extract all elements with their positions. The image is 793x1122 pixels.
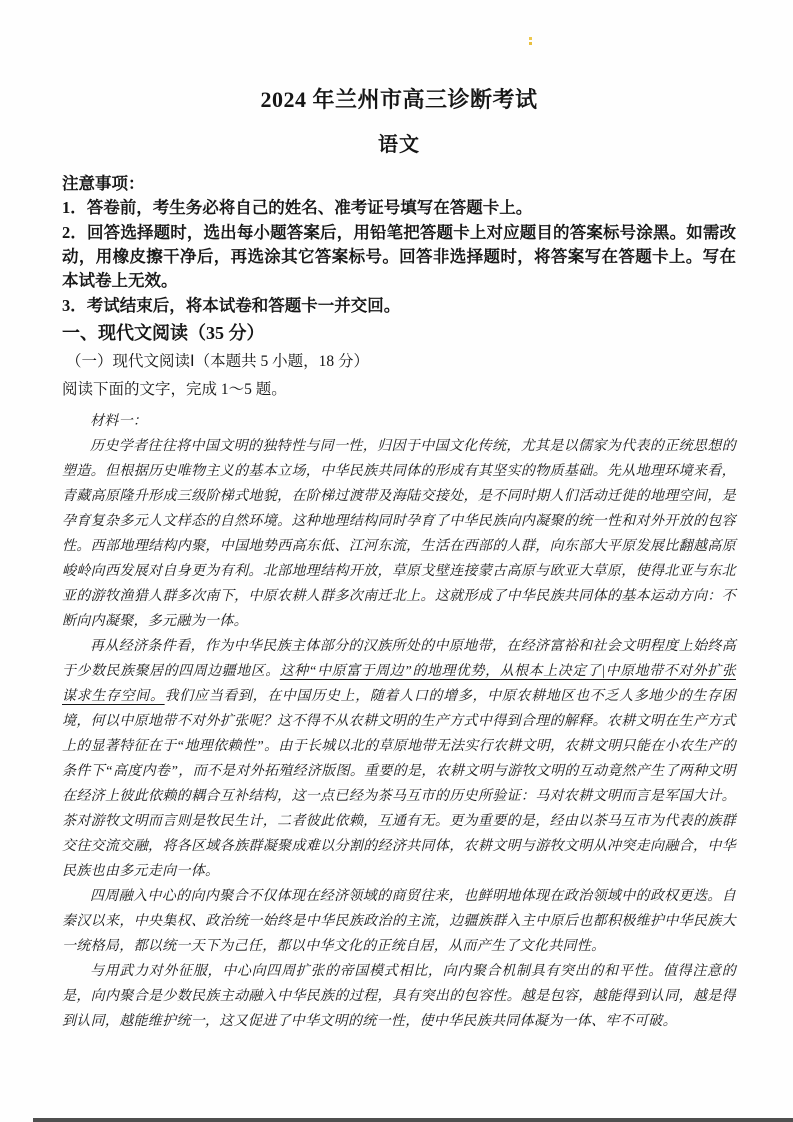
notice-item-1: 1．答卷前，考生务必将自己的姓名、准考证号填写在答题卡上。 [62,198,533,217]
notice-section [62,172,736,318]
scan-bottom-edge [33,1118,793,1122]
paragraph-2-pre-text: 再从经济条件看，作为中华民族主体部分的汉族所处的中原地带，在经济富裕和社会文明程度上始终高于少数民族聚居的四周边疆地区。 [62,639,736,679]
scan-artifact-mark [529,37,532,40]
material-paragraph-2 [62,634,736,884]
exam-subject: 语文 [378,134,420,156]
paragraph-2-post-text: 我们应当看到，在中国历史上，随着人口的增多，中原农耕地区也不乏人多地少的生存困境，何以中原地带不对外扩张呢？这不得不从农耕文明的生产方式中得到合理的解释。农耕文明在生产方式上的显著特征在于“地理依赖性”。由于长城以北的草原地带无法实行农耕文明，农耕文明只能在小农生产的条件下“高度内卷”，而不是对外拓殖经济版图。重要的是，农耕文明与游牧文明的互动竟然产生了两种文明在经济上彼此依赖的耦合互补结构，这一点已经为茶马互市的历史所验证：马对农耕文明而言是军国大计。茶对游牧文明而言则是牧民生计，二者彼此依赖，互通有无。更为重要的是，经由以茶马互市为代表的族群交往交流交融，将各区域各族群凝聚成难以分割的经济共同体，农耕文明与游牧文明从冲突走向融合，中华民族也由多元走向一体。 [62,689,736,879]
material-paragraph-3: 四周融入中心的向内聚合不仅体现在经济领域的商贸往来，也鲜明地体现在政治领域中的政权更迭。自秦汉以来，中央集权、政治统一始终是中华民族政治的主流，边疆族群入主中原后也都积极维护中华民族大一统格局，都以统一天下为己任，都以中华文化的正统自居，从而产生了文化共同性。 [62,889,736,954]
material-paragraph-1: 历史学者往往将中国文明的独特性与同一性，归因于中国文化传统，尤其是以儒家为代表的正统思想的塑造。但根据历史唯物主义的基本立场，中华民族共同体的形成有其坚实的物质基础。先从地理环境来看，青藏高原隆升形成三级阶梯式地貌，在阶梯过渡带及海陆交接处，是不同时期人们活动迁徙的地理空间，是孕育复杂多元人文样态的自然环境。这种地理结构同时孕育了中华民族向内凝聚的统一性和对外开放的包容性。西部地理结构内聚，中国地势西高东低、江河东流，生活在西部的人群，向东部大平原发展比翻越高原峻岭向西发展对自身更为有利。北部地理结构开放，草原戈壁连接蒙古高原与欧亚大草原，使得北亚与东北亚的游牧渔猎人群多次南下，中原农耕人群多次南迁北上。这就形成了中华民族共同体的基本运动方向：不断向内凝聚，多元融为一体。 [62,439,736,629]
subsection-heading: （一）现代文阅读Ⅰ（本题共 5 小题，18 分） [66,353,369,370]
reading-material [62,409,736,1034]
exam-title: 2024 年兰州市高三诊断考试 [260,87,538,112]
reading-instruction: 阅读下面的文字，完成 1～5 题。 [62,381,287,398]
notice-item-2: 2．回答选择题时，选出每小题答案后，用铅笔把答题卡上对应题目的答案标号涂黑。如需改动，用橡皮擦干净后，再选涂其它答案标号。回答非选择题时，将答案写在答题卡上。写在本试卷上无效。 [62,223,736,290]
section-heading-modern-reading: 一、现代文阅读（35 分） [62,323,265,343]
material-paragraph-4: 与用武力对外征服，中心向四周扩张的帝国模式相比，向内聚合机制具有突出的和平性。值得注意的是，向内聚合是少数民族主动融入中华民族的过程，具有突出的包容性。越是包容，越能得到认同，越是得到认同，越能维护统一，这又促进了中华文明的统一性，使中华民族共同体凝为一体、牢不可破。 [62,964,736,1029]
notice-item-3: 3．考试结束后，将本试卷和答题卡一并交回。 [62,296,401,315]
material-label: 材料一： [90,414,148,429]
notice-heading: 注意事项： [62,174,145,193]
paragraph-2-underlined-text: 这种“中原富于周边”的地理优势，从根本上决定了|中原地带不对外扩张谋求生存空间。 [62,664,736,704]
